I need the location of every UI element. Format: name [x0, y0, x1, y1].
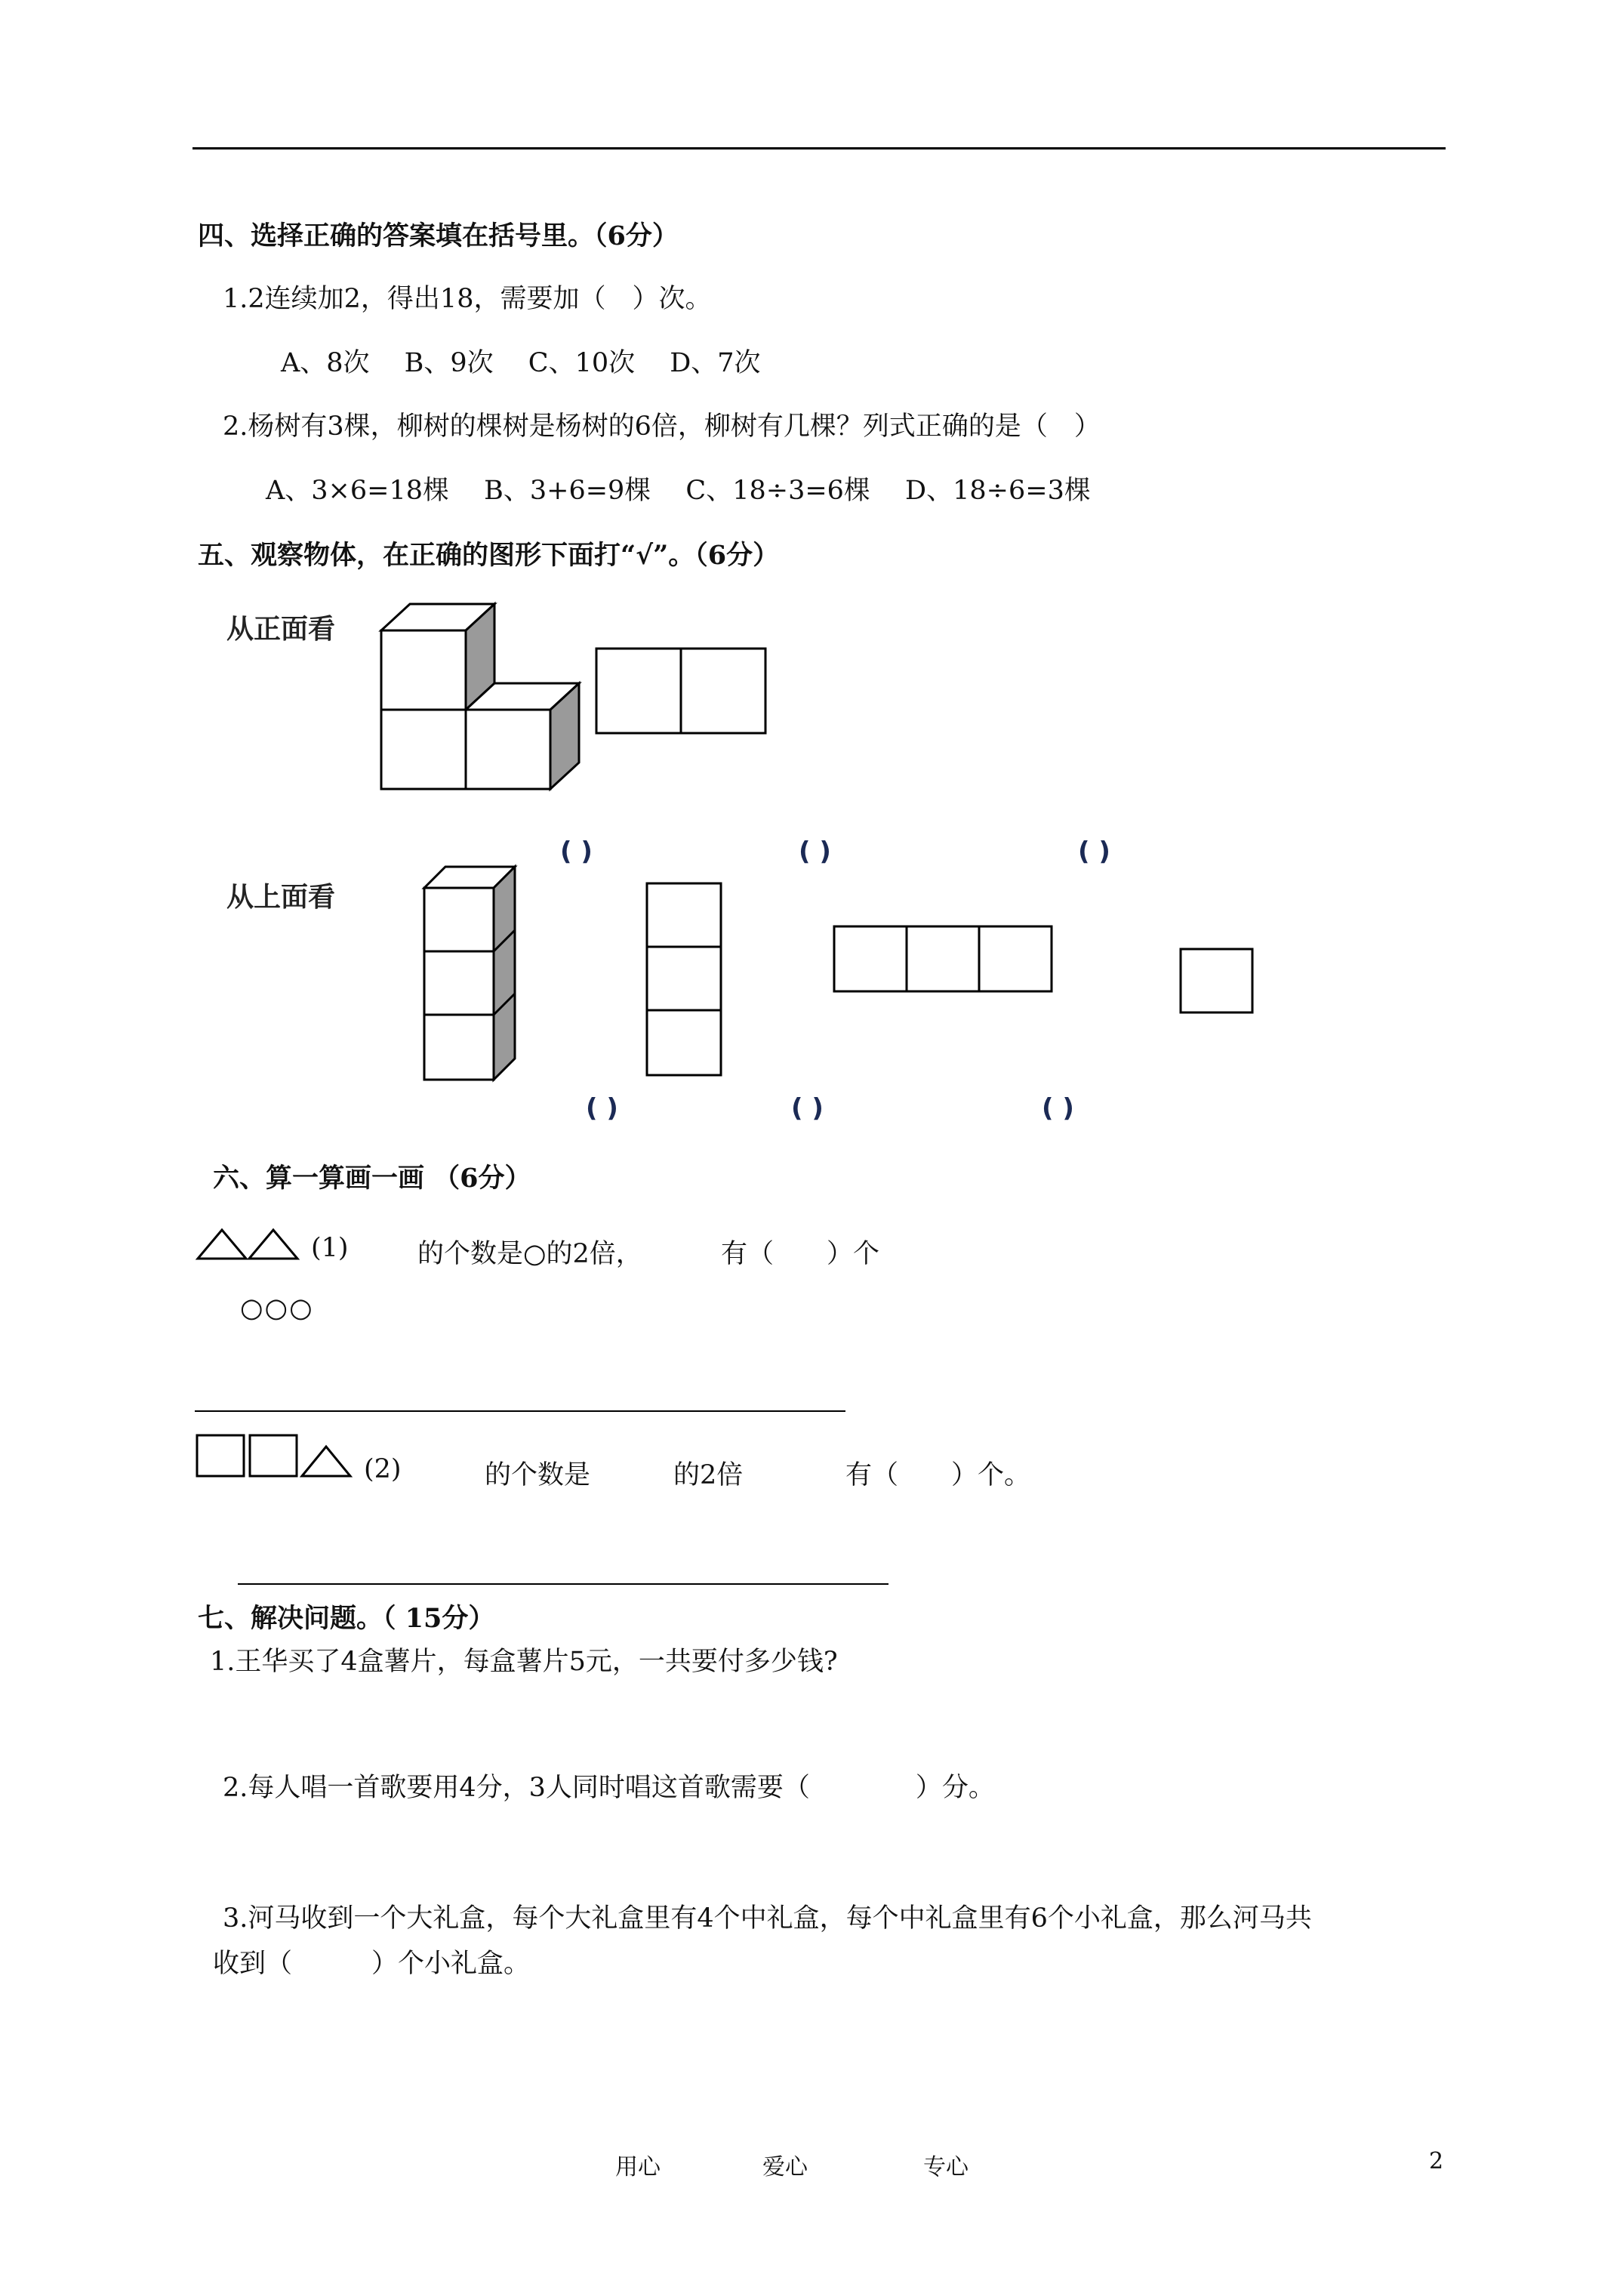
section7-q3-line1: 3.河马收到一个大礼盒，每个大礼盒里有4个中礼盒，每个中礼盒里有6个小礼盒，那么河马共 — [223, 1903, 1312, 1934]
section6-p2-num: (2) — [364, 1454, 402, 1484]
section6-line2 — [238, 1583, 888, 1585]
cubes-front-figure — [381, 604, 577, 793]
two-triangles-icon — [195, 1225, 308, 1263]
page-number: 2 — [1429, 2148, 1444, 2174]
section6-p2-text3: 有（ ）个。 — [845, 1460, 1031, 1490]
answer-paren-top-1[interactable]: ( ) — [560, 837, 593, 867]
section6-line1 — [195, 1410, 845, 1412]
option-vertical-three-squares — [645, 882, 724, 1080]
cubes-stack-figure — [424, 867, 522, 1086]
squares-triangle-icon — [195, 1433, 361, 1480]
section6-p1-text1: 的个数是○的2倍， — [417, 1239, 642, 1269]
answer-paren-top-3[interactable]: ( ) — [1078, 837, 1110, 867]
option-two-squares — [595, 647, 768, 736]
section4-q1-options: A、8次 B、9次 C、10次 D、7次 — [281, 348, 761, 378]
header-rule — [192, 147, 1446, 149]
section4-q1: 1.2连续加2，得出18，需要加（ ）次。 — [223, 284, 712, 314]
section6-heading: 六、算一算画一画 （6分） — [213, 1163, 531, 1194]
section4-heading: 四、选择正确的答案填在括号里。（6分） — [198, 220, 679, 251]
section5-heading: 五、观察物体，在正确的图形下面打“√”。（6分） — [198, 540, 780, 571]
section6-p1-num: (1) — [311, 1233, 349, 1263]
section7-q3-line2: 收到（ ）个小礼盒。 — [213, 1949, 531, 1979]
answer-paren-top-2[interactable]: ( ) — [799, 837, 831, 867]
option-single-square — [1179, 948, 1255, 1015]
footer-word-3: 专心 — [923, 2154, 969, 2180]
section6-p1-circles: ○○○ — [240, 1293, 314, 1324]
answer-paren-bottom-1[interactable]: ( ) — [586, 1093, 618, 1123]
section4-q2: 2.杨树有3棵，柳树的棵树是杨树的6倍，柳树有几棵？列式正确的是（ ） — [223, 411, 1101, 442]
front-view-label: 从正面看 — [226, 614, 336, 645]
answer-paren-bottom-3[interactable]: ( ) — [1042, 1093, 1074, 1123]
section7-heading: 七、解决问题。（ 15分） — [198, 1603, 495, 1634]
top-view-label: 从上面看 — [226, 882, 336, 913]
section6-p1-text2: 有（ ）个 — [721, 1239, 880, 1269]
section6-p2-text1: 的个数是 — [485, 1460, 591, 1490]
section4-q2-options: A、3×6=18棵 B、3+6=9棵 C、18÷3=6棵 D、18÷6=3棵 — [266, 476, 1091, 506]
answer-paren-bottom-2[interactable]: ( ) — [791, 1093, 824, 1123]
footer-word-2: 爱心 — [762, 2154, 808, 2180]
section6-p2-text2: 的2倍 — [673, 1460, 744, 1490]
option-horizontal-three-squares — [833, 925, 1056, 994]
section7-q1: 1.王华买了4盒薯片，每盒薯片5元，一共要付多少钱? — [210, 1647, 838, 1677]
footer-word-1: 用心 — [615, 2154, 661, 2180]
section7-q2: 2.每人唱一首歌要用4分，3人同时唱这首歌需要（ ）分。 — [223, 1773, 995, 1803]
